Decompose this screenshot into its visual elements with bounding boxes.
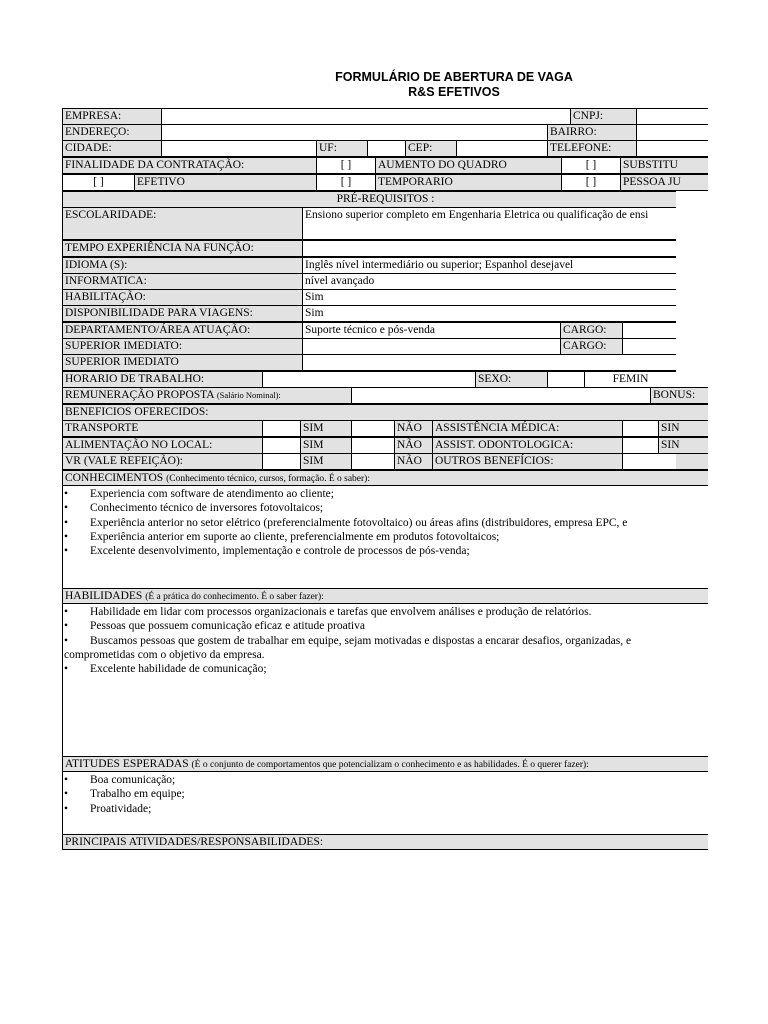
idioma-value[interactable]: Inglês nível intermediário ou superior; Espanhol desejavel [302,257,708,274]
empresa-label: EMPRESA: [62,108,161,125]
atividades-heading: PRINCIPAIS ATIVIDADES/RESPONSABILIDADES: [62,834,708,850]
conhecimentos-heading-sub: (Conhecimento técnico, cursos, formação. É o saber): [166,474,370,484]
row-horario [62,371,708,388]
row-beneficios-heading [62,404,708,421]
habilidades-heading-text: HABILIDADES [65,590,143,602]
conhecimentos-list [62,487,674,558]
bairro-field[interactable] [636,124,708,141]
row-efetivo [62,174,708,191]
cargo2-label: CARGO: [560,338,622,355]
finalidade-label: FINALIDADE DA CONTRATAÇÃO: [62,157,316,174]
row-escolaridade [62,207,708,240]
vr-label: VR (VALE REFEIÇÃO): [62,453,262,470]
remuneracao-sub: (Salário Nominal): [216,390,281,400]
form-subtitle: R&S EFETIVOS [408,85,500,99]
row-superior-1 [62,338,708,355]
habilitacao-value[interactable]: Sim [302,289,708,306]
sexo-spacer [547,371,584,388]
cidade-label: CIDADE: [62,140,161,157]
beneficios-heading: BENEFICIOS OFERECIDOS: [62,404,708,421]
cnpj-label: CNPJ: [570,108,636,125]
transporte-nao: NÃO [394,420,432,437]
row-endereco [62,124,708,141]
bairro-label: BAIRRO: [547,124,636,141]
assist-medica-label: ASSISTÊNCIA MÉDICA: [432,420,622,437]
left-border [62,486,63,588]
alimentacao-sim: SIM [300,437,351,454]
list-item: • Excelente desenvolvimento, implementação e controle de processos de pós-venda; [62,544,674,558]
cidade-field[interactable] [161,140,316,157]
checkbox-aumento[interactable]: [ ] [316,157,375,174]
atitudes-heading-text: ATITUDES ESPERADAS [65,758,189,770]
list-item: • Habilidade em lidar com processos organizacionais e tarefas que envolvem análises e produção de relatórios. [62,605,674,619]
viagens-value[interactable]: Sim [302,305,708,322]
row-superior-2 [62,354,708,371]
aumento-label: AUMENTO DO QUADRO [375,157,561,174]
list-item: • Boa comunicação; [62,773,674,787]
vr-input[interactable] [262,453,300,470]
list-item: • Experiencia com software de atendimento ao cliente; [62,487,674,501]
alimentacao-label: ALIMENTAÇÃO NO LOCAL: [62,437,262,454]
page-edge-mask [676,486,768,588]
superior-imediato-label: SUPERIOR IMEDIATO: [62,338,302,355]
departamento-label: DEPARTAMENTO/ÁREA ATUAÇÃO: [62,322,302,339]
horario-label: HORARIO DE TRABALHO: [62,371,262,388]
checkbox-substituicao[interactable]: [ ] [561,157,620,174]
habilidades-list [62,605,674,676]
page-edge-mask [676,772,768,834]
page-edge-mask [676,604,768,756]
cnpj-field[interactable] [636,108,708,125]
habilidades-heading [62,588,708,604]
bonus-label: BONUS: [650,387,708,404]
list-item: • Experiência anterior no setor elétrico (preferencialmente fotovoltaico) ou áreas afins (distribuidores, empresa EPC, e [62,516,674,530]
remuneracao-label-text: REMUNERAÇÃO PROPOSTA [65,389,214,401]
list-item: • Experiência anterior em suporte ao cliente, preferencialmente em produtos fotovoltaicos; [62,530,674,544]
superior-imediato2-value[interactable] [302,354,708,371]
prereq-heading: PRÉ-REQUISITOS : [62,191,708,208]
checkbox-temporario[interactable]: [ ] [316,174,375,191]
row-habilitacao [62,289,708,306]
sexo-value[interactable]: FEMIN [584,371,676,388]
assist-odonto-label: ASSIST. ODONTOLOGICA: [432,437,622,454]
pessoa-juridica-label: PESSOA JU [620,174,708,191]
assist-medica-input[interactable] [622,420,658,437]
row-viagens [62,305,708,322]
escolaridade-value[interactable]: Ensiono superior completo em Engenharia Eletrica ou qualificação de ensi [302,207,708,240]
habilitacao-label: HABILITAÇÃO: [62,289,302,306]
row-informatica [62,273,708,290]
list-item: • Conhecimento técnico de inversores fotovoltaicos; [62,501,674,515]
cargo-label: CARGO: [560,322,622,339]
atitudes-heading-sub: (É o conjunto de comportamentos que potencializam o conhecimento e as habilidades. É o querer fazer): [191,760,589,770]
habilidades-heading-sub: (É a prática do conhecimento. É o saber fazer): [145,592,324,602]
transporte-nao-input[interactable] [351,420,394,437]
conhecimentos-heading [62,470,708,486]
assist-odonto-input[interactable] [622,437,658,454]
row-finalidade [62,157,708,174]
assist-odonto-sim: SIN [658,437,708,454]
checkbox-pessoa-juridica[interactable]: [ ] [561,174,620,191]
row-prereq-heading [62,191,708,208]
informatica-value[interactable]: nível avançado [302,273,708,290]
vr-sim: SIM [300,453,351,470]
horario-value[interactable] [262,371,475,388]
superior-imediato-value[interactable] [302,338,560,355]
endereco-label: ENDEREÇO: [62,124,161,141]
outros-beneficios-input[interactable] [622,453,708,470]
tempo-label: TEMPO EXPERIÊNCIA NA FUNÇÃO: [62,240,302,257]
alimentacao-nao: NÃO [394,437,432,454]
list-item: • Trabalho em equipe; [62,787,674,801]
list-item: • Buscamos pessoas que gostem de trabalhar em equipe, sejam motivadas e dispostas a encarar desafios, organizadas, e [62,634,674,648]
sexo-label: SEXO: [475,371,547,388]
row-beneficio-3 [62,453,708,470]
escolaridade-label: ESCOLARIDADE: [62,207,302,240]
temporario-label: TEMPORARIO [375,174,561,191]
vr-nao: NÃO [394,453,432,470]
empresa-field[interactable] [161,108,631,125]
left-border [62,772,63,834]
list-item: • Excelente habilidade de comunicação; [62,662,674,676]
row-tempo [62,240,708,257]
remuneracao-value[interactable] [351,387,650,404]
atitudes-list [62,773,674,816]
uf-field[interactable] [367,140,405,157]
list-item-continuation: comprometidas com o objetivo da empresa. [64,648,265,661]
alimentacao-input[interactable] [262,437,300,454]
remuneracao-label [62,387,351,404]
row-empresa [62,108,708,125]
telefone-label: TELEFONE: [547,140,636,157]
conhecimentos-heading-text: CONHECIMENTOS [65,472,164,484]
page-edge-mask [708,108,768,157]
row-beneficio-2 [62,437,708,454]
checkbox-efetivo[interactable]: [ ] [62,174,134,191]
cep-label: CEP: [405,140,456,157]
informatica-label: INFORMATICA: [62,273,302,290]
row-idioma [62,257,708,274]
superior-imediato2-label: SUPERIOR IMEDIATO [62,354,302,371]
page-edge-mask [676,191,768,387]
list-item: • Proatividade; [62,802,674,816]
transporte-label: TRANSPORTE [62,420,262,437]
left-border [62,604,63,756]
assist-medica-sim: SIN [658,420,708,437]
efetivo-label: EFETIVO [134,174,316,191]
transporte-sim: SIM [300,420,351,437]
telefone-field[interactable] [636,140,708,157]
tempo-value[interactable] [302,240,708,257]
atitudes-heading [62,756,708,772]
viagens-label: DISPONIBILIDADE PARA VIAGENS: [62,305,302,322]
vr-nao-input[interactable] [351,453,394,470]
endereco-field[interactable] [161,124,547,141]
row-beneficio-1 [62,420,708,437]
outros-beneficios-label: OUTROS BENEFÍCIOS: [432,453,622,470]
row-cidade [62,140,708,157]
form-title: FORMULÁRIO DE ABERTURA DE VAGA [335,70,573,84]
list-item: • Pessoas que possuem comunicação eficaz e atitude proativa [62,619,674,633]
substituicao-label: SUBSTITU [620,157,708,174]
alimentacao-nao-input[interactable] [351,437,394,454]
uf-label: UF: [316,140,367,157]
idioma-label: IDIOMA (S): [62,257,302,274]
departamento-value[interactable]: Suporte técnico e pós-venda [302,322,560,339]
row-departamento [62,322,708,339]
row-remuneracao [62,387,708,404]
transporte-input[interactable] [262,420,300,437]
cep-field[interactable] [456,140,547,157]
